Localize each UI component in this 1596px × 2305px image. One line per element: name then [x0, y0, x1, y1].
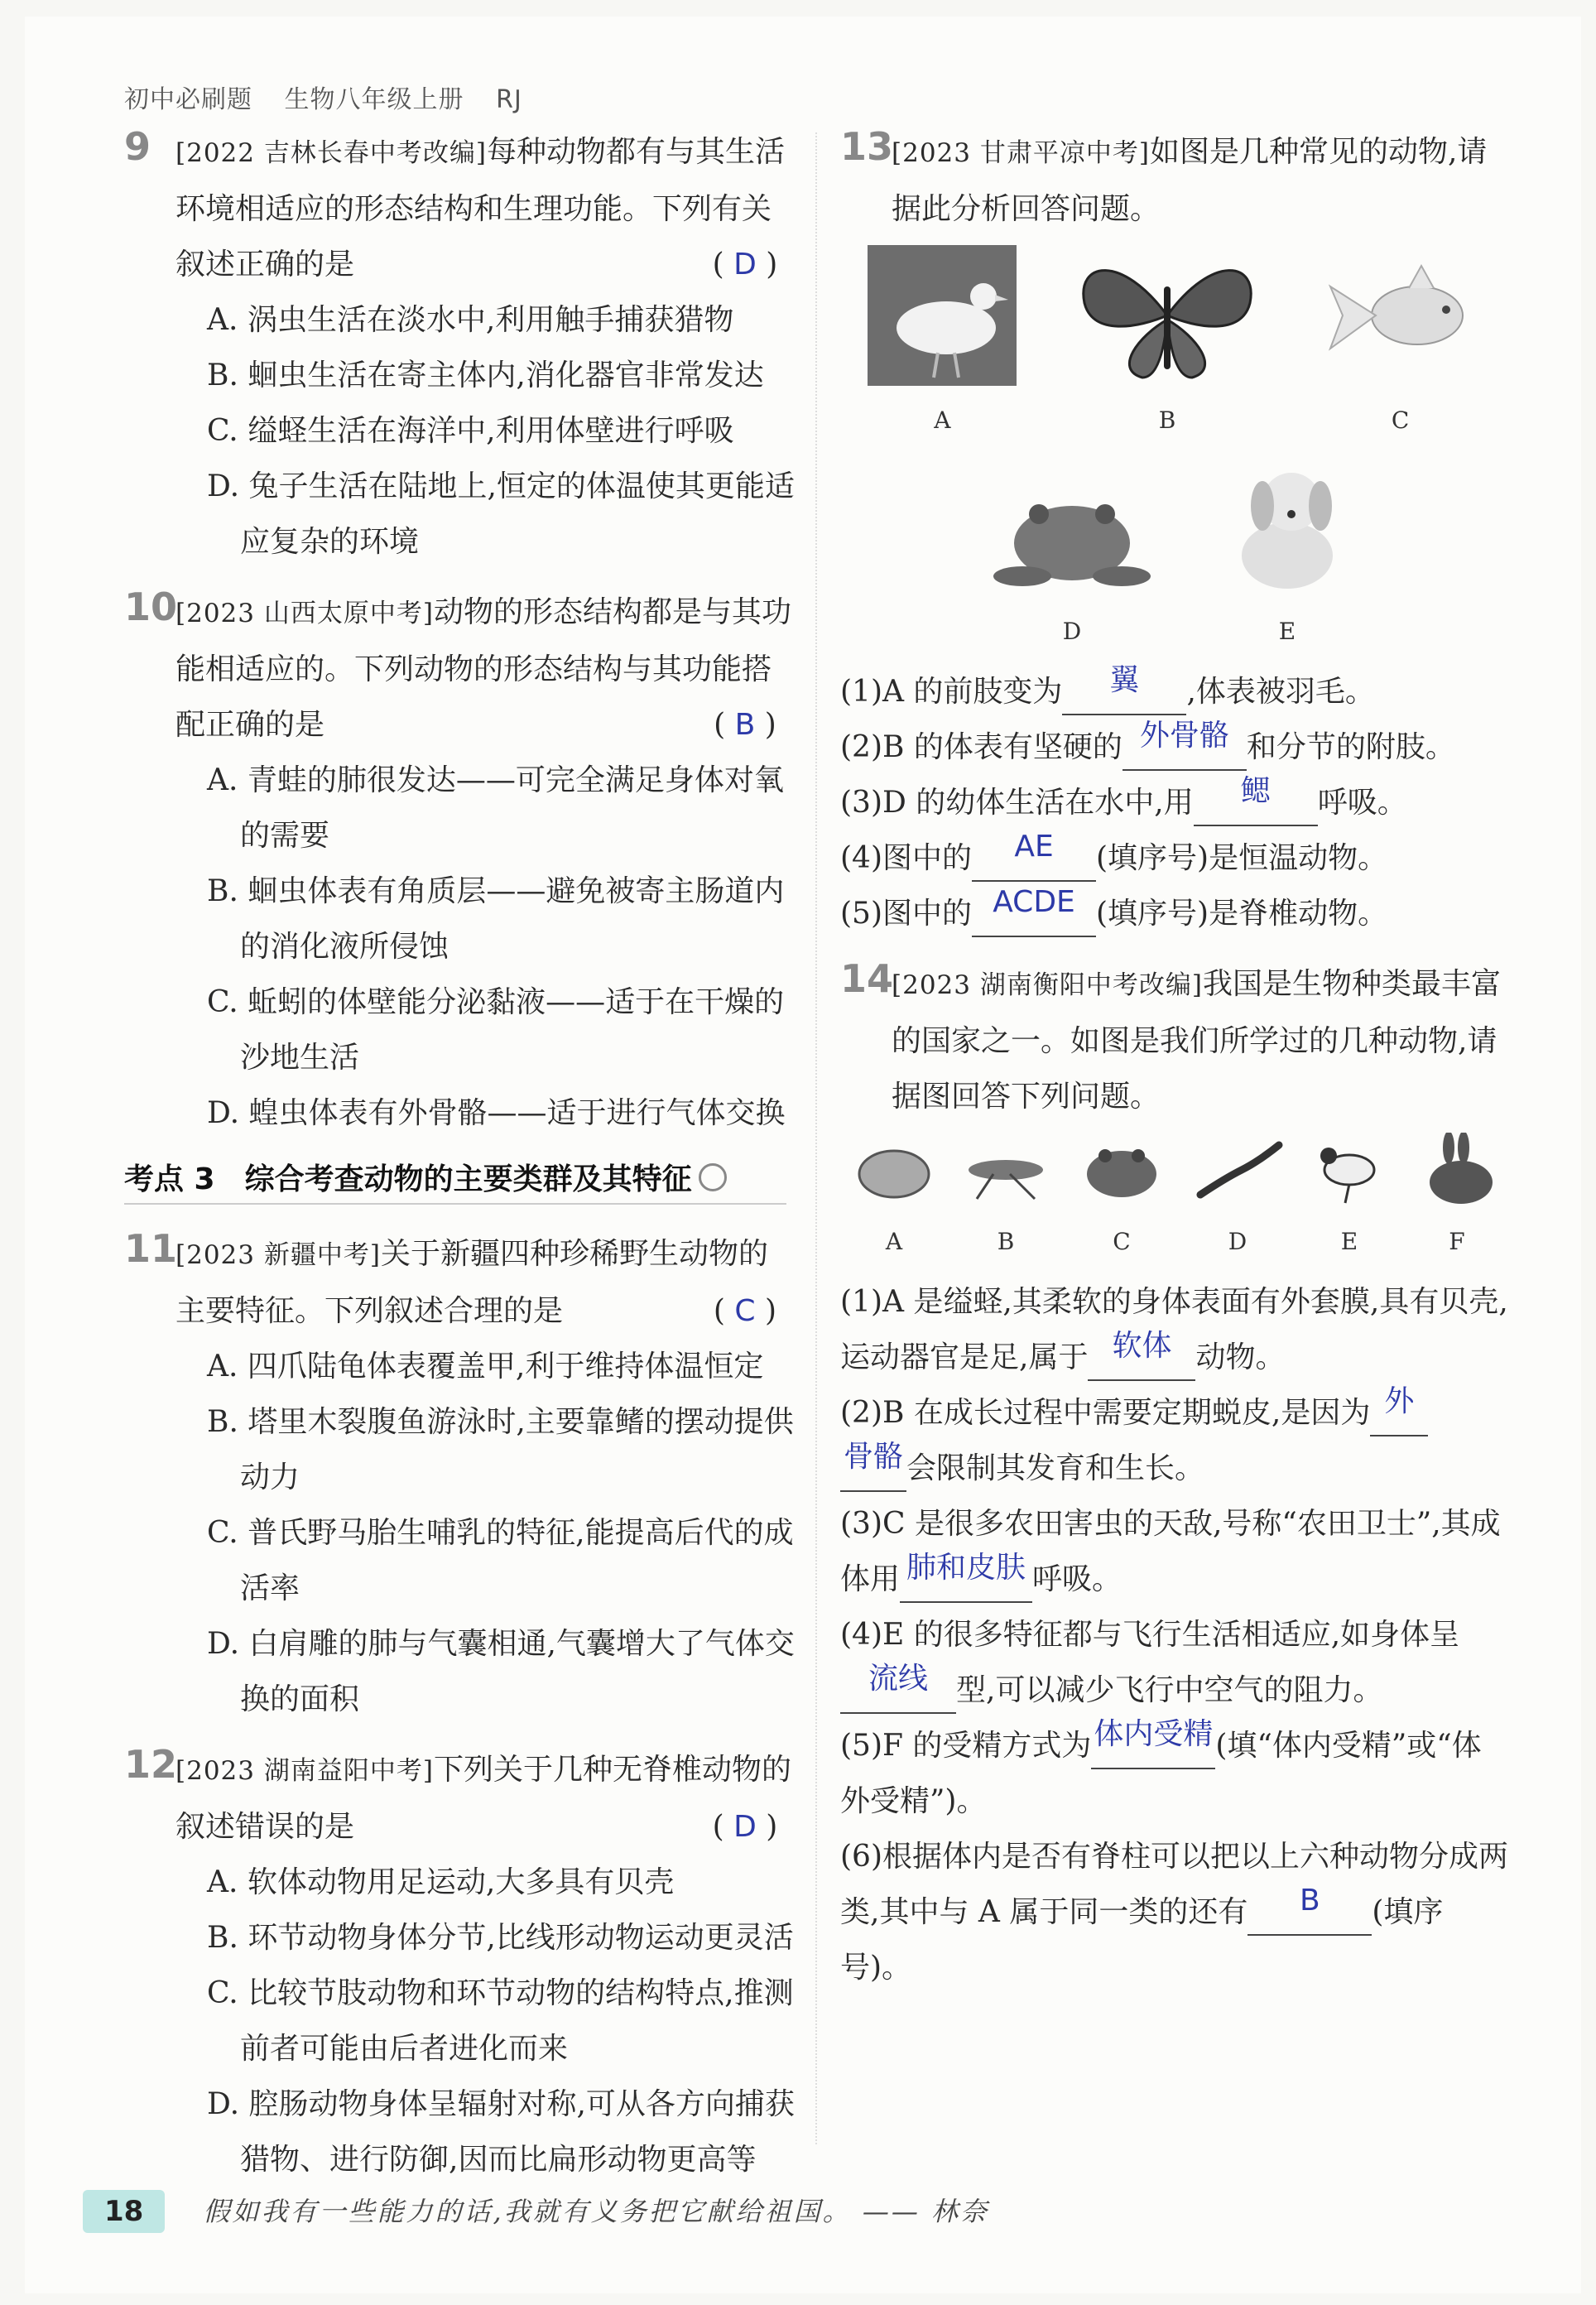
q14-part-5 [840, 1718, 1511, 1829]
handwritten-answer: B [1299, 1884, 1320, 1918]
part-text: (3)C 是很多农田害虫的天敌,号称“农田卫士”,其成体用 [840, 1507, 1501, 1596]
lizard-image [1192, 1133, 1283, 1207]
answer-bracket: ( B ) [714, 708, 776, 742]
q14-part-3 [840, 1496, 1511, 1607]
handwritten-answer: C [734, 1294, 756, 1328]
answer-blank [840, 1662, 956, 1714]
answer-bracket: ( D ) [712, 1810, 778, 1844]
answer-blank [1247, 1884, 1372, 1936]
part-text: (1)A 的前肢变为 [840, 675, 1063, 709]
handwritten-answer: 翼 [1109, 663, 1140, 697]
answer-blank [1088, 1329, 1195, 1381]
question-13 [840, 124, 1511, 941]
figure-row-bottom [840, 456, 1511, 659]
subject-title: 生物八年级上册 [284, 85, 464, 114]
option: B. 蛔虫体表有角质层——避免被寄主肠道内的消化液所侵蚀 [207, 874, 785, 964]
option: A. 四爪陆龟体表覆盖甲,利于维持体温恒定 [207, 1350, 764, 1383]
figure-label: C [1391, 407, 1410, 434]
question-12 [124, 1742, 795, 2187]
figure-f-rabbit [1416, 1133, 1498, 1269]
question-14 [840, 956, 1511, 1995]
question-stem: 我国是生物种类最丰富的国家之一。如图是我们所学过的几种动物,请据图回答下列问题。 [892, 967, 1501, 1114]
option: B. 塔里木裂腹鱼游泳时,主要靠鳍的摆动提供动力 [207, 1405, 794, 1494]
question-number: 10 [124, 585, 178, 629]
q14-part-1 [840, 1274, 1511, 1385]
goldfish-image [1318, 245, 1483, 386]
option: C. 蚯蚓的体壁能分泌黏液——适于在干燥的沙地生活 [207, 985, 785, 1075]
part-text: ,体表被羽毛。 [1186, 675, 1375, 709]
answer-blank [840, 1440, 906, 1492]
answer-bracket: ( D ) [712, 248, 778, 282]
answer-blank [1091, 1717, 1215, 1769]
figure-a [868, 245, 1017, 448]
figure-label: D [1062, 618, 1082, 645]
q14-part-6 [840, 1829, 1511, 1995]
option: A. 软体动物用足运动,大多具有贝壳 [207, 1865, 675, 1899]
question-source: [2023 山西太原中考] [175, 599, 434, 628]
part-text: (1)A 是缢蛏,其柔软的身体表面有外套膜,具有贝壳,运动器官是足,属于 [840, 1285, 1508, 1374]
book-title: 初中必刷题 [124, 85, 252, 114]
option: B. 环节动物身体分节,比线形动物运动更灵活 [207, 1921, 794, 1955]
part-text: (4)E 的很多特征都与飞行生活相适应,如身体呈 [840, 1618, 1460, 1652]
question-source: [2022 吉林长春中考改编] [175, 138, 487, 168]
figure-c-frog [1076, 1133, 1167, 1269]
option: C. 缢蛏生活在海洋中,利用体壁进行呼吸 [207, 414, 734, 448]
answer-blank [1370, 1384, 1428, 1436]
figure-b-locust [960, 1133, 1051, 1269]
q13-part-3 [840, 775, 1511, 830]
handwritten-answer: B [734, 708, 756, 742]
locust-image [960, 1133, 1051, 1207]
figure-label: E [1340, 1228, 1358, 1255]
q13-part-1 [840, 664, 1511, 719]
option: C. 普氏野马胎生哺乳的特征,能提高后代的成活率 [207, 1516, 794, 1605]
rabbit-image [1416, 1133, 1498, 1207]
figure-label: B [997, 1228, 1015, 1255]
dove-image [868, 245, 1017, 386]
column-divider [815, 132, 817, 2144]
figure-label: E [1278, 618, 1296, 645]
figure-label: B [1158, 407, 1176, 434]
part-text: 和分节的附肢。 [1246, 730, 1455, 764]
part-text: (4)图中的 [840, 841, 972, 875]
handwritten-answer: ACDE [993, 885, 1075, 919]
figure-row-top [840, 245, 1511, 448]
frog-image [989, 473, 1155, 597]
bird-image [1308, 1133, 1391, 1207]
question-stem: 下列关于几种无脊椎动物的叙述错误的是 [175, 1753, 791, 1844]
puppy-image [1213, 456, 1362, 597]
handwritten-answer: 肺和皮肤 [906, 1551, 1026, 1585]
part-text: (2)B 在成长过程中需要定期蜕皮,是因为 [840, 1396, 1371, 1430]
answer-blank [972, 830, 1096, 882]
question-source: [2023 甘肃平凉中考] [892, 138, 1150, 168]
answer-blank [1194, 774, 1318, 826]
clam-image [853, 1133, 935, 1207]
figure-a-clam [853, 1133, 935, 1269]
question-11 [124, 1226, 795, 1727]
option: A. 青蛙的肺很发达——可完全满足身体对氧的需要 [207, 763, 784, 853]
question-source: [2023 新疆中考] [175, 1240, 381, 1270]
option: D. 兔子生活在陆地上,恒定的体温使其更能适应复杂的环境 [207, 469, 795, 559]
figure-label: A [934, 407, 951, 434]
frog-small-image [1076, 1133, 1167, 1207]
figure-label: D [1228, 1228, 1247, 1255]
question-source: [2023 湖南益阳中考] [175, 1756, 434, 1786]
q13-part-2 [840, 719, 1511, 775]
question-10 [124, 585, 795, 1141]
handwritten-answer: 流线 [868, 1662, 928, 1696]
part-text: 会限制其发育和生长。 [906, 1451, 1205, 1485]
question-number: 14 [840, 956, 894, 1001]
handwritten-answer: AE [1014, 830, 1054, 864]
q14-part-4 [840, 1607, 1511, 1718]
part-text: (3)D 的幼体生活在水中,用 [840, 786, 1194, 820]
figure-label: C [1113, 1228, 1131, 1255]
handwritten-answer: 外 [1384, 1384, 1415, 1418]
page-header [124, 79, 546, 115]
part-text: (填序号)是脊椎动物。 [1096, 897, 1388, 931]
part-text: (5)F 的受精方式为 [840, 1729, 1092, 1763]
page-footer [83, 2190, 1490, 2248]
option: D. 白肩雕的肺与气囊相通,气囊增大了气体交换的面积 [207, 1627, 795, 1716]
handwritten-answer: 外骨骼 [1139, 719, 1229, 753]
question-stem: 关于新疆四种珍稀野生动物的主要特征。下列叙述合理的是 [175, 1237, 768, 1328]
figure-row-q14 [840, 1133, 1511, 1269]
answer-blank [900, 1551, 1032, 1603]
figure-e-bird [1308, 1133, 1391, 1269]
question-number: 12 [124, 1742, 178, 1787]
figure-d-lizard [1192, 1133, 1283, 1269]
part-text: (2)B 的体表有坚硬的 [840, 730, 1122, 764]
option: D. 蝗虫体表有外骨骼——适于进行气体交换 [207, 1096, 786, 1130]
handwritten-answer: D [733, 1810, 757, 1844]
handwritten-answer: D [733, 248, 757, 282]
handwritten-answer: 软体 [1112, 1329, 1172, 1363]
footer-quote: 假如我有一些能力的话,我就有义务把它献给祖国。 —— 林奈 [203, 2196, 990, 2227]
option: C. 比较节肢动物和环节动物的结构特点,推测前者可能由后者进化而来 [207, 1976, 794, 2066]
handwritten-answer: 体内受精 [1094, 1717, 1214, 1751]
figure-e [1213, 456, 1362, 659]
question-number: 9 [124, 124, 151, 169]
option: A. 涡虫生活在淡水中,利用触手捕获猎物 [207, 303, 734, 337]
butterfly-image [1072, 245, 1262, 386]
question-number: 11 [124, 1226, 178, 1271]
answer-bracket: ( C ) [713, 1294, 777, 1328]
question-stem: 每种动物都有与其生活环境相适应的形态结构和生理功能。下列有关叙述正确的是 [175, 135, 785, 282]
figure-label: A [885, 1228, 903, 1255]
option: B. 蛔虫生活在寄主体内,消化器官非常发达 [207, 359, 764, 392]
question-9 [124, 124, 795, 570]
figure-c [1318, 245, 1483, 448]
target-icon [699, 1163, 727, 1191]
part-text: 型,可以减少飞行中空气的阻力。 [956, 1673, 1383, 1707]
answer-blank [1062, 663, 1186, 715]
part-text: (填序号)。 [840, 1895, 1444, 1985]
figure-label: F [1449, 1228, 1465, 1255]
part-text: (填“体内受精”或“体外受精”)。 [840, 1729, 1482, 1818]
left-column [124, 124, 795, 2202]
figure-d [989, 473, 1155, 659]
option: D. 腔肠动物身体呈辐射对称,可从各方向捕获猎物、进行防御,因而比扁形动物更高等 [207, 2087, 795, 2177]
answer-blank [1122, 719, 1247, 771]
part-text: (5)图中的 [840, 897, 972, 931]
question-stem: 如图是几种常见的动物,请据此分析回答问题。 [892, 135, 1488, 226]
question-source: [2023 湖南衡阳中考改编] [892, 970, 1203, 1000]
q13-part-4 [840, 830, 1511, 886]
figure-b [1072, 245, 1262, 448]
answer-blank [972, 885, 1096, 937]
page-number: 18 [83, 2190, 165, 2233]
edition: RJ [496, 85, 522, 114]
right-column [840, 124, 1511, 2010]
part-text: 呼吸。 [1317, 786, 1407, 820]
part-text: (6)根据体内是否有脊柱可以把以上六种动物分成两类,其中与 A 属于同一类的还有 [840, 1840, 1508, 1929]
question-stem: 动物的形态结构都是与其功能相适应的。下列动物的形态结构与其功能搭配正确的是 [175, 595, 791, 742]
handwritten-answer: 骨骼 [843, 1440, 903, 1474]
section-heading [124, 1156, 786, 1205]
part-text: 动物。 [1195, 1340, 1286, 1374]
q14-part-2 [840, 1385, 1511, 1496]
section-title: 考点 3 综合考查动物的主要类群及其特征 [124, 1162, 692, 1196]
part-text: 呼吸。 [1032, 1562, 1122, 1596]
question-number: 13 [840, 124, 894, 169]
q13-part-5 [840, 886, 1511, 941]
handwritten-answer: 鳃 [1240, 774, 1271, 808]
part-text: (填序号)是恒温动物。 [1096, 841, 1388, 875]
